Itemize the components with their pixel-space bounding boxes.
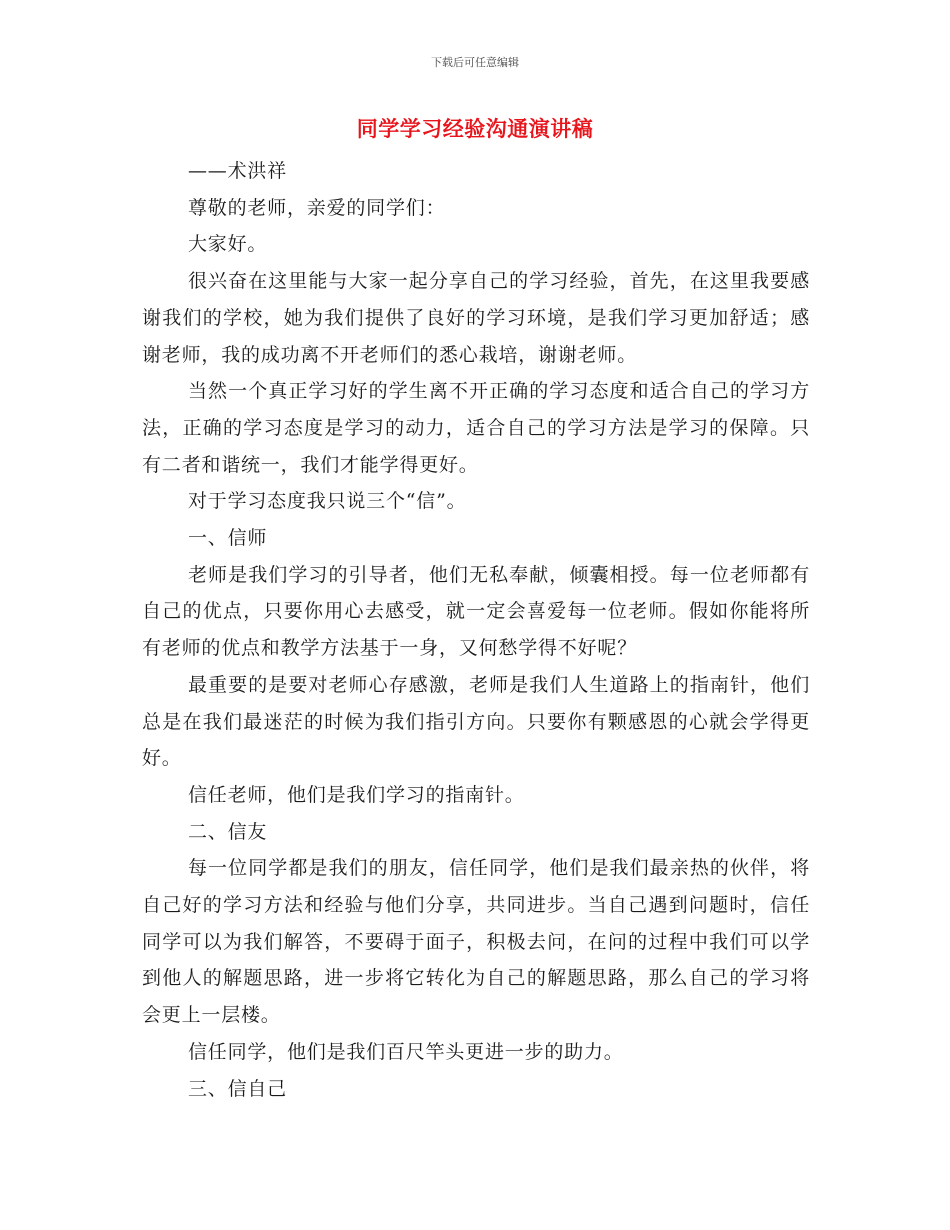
paragraph: 最重要的是要对老师心存感激，老师是我们人生道路上的指南针，他们总是在我们最迷茫的时候为我们指引方向。只要你有颗感恩的心就会学得更好。 (142, 673, 810, 770)
paragraph: 信任老师，他们是我们学习的指南针。 (187, 783, 525, 806)
paragraph: 很兴奋在这里能与大家一起分享自己的学习经验，首先，在这里我要感谢我们的学校，她为我们提供了良好的学习环境，是我们学习更加舒适；感谢老师，我的成功离不开老师们的悉心栽培，谢谢老师。 (142, 270, 810, 366)
section-heading: 一、信师 (187, 527, 268, 550)
section-heading: 二、信友 (187, 820, 268, 843)
greeting: 大家好。 (187, 233, 268, 256)
paragraph: 当然一个真正学习好的学生离不开正确的学习态度和适合自己的学习方法，正确的学习态度是学习的动力，适合自己的学习方法是学习的保障。只有二者和谐统一，我们才能学得更好。 (142, 380, 810, 476)
header-note: 下载后可任意编辑 (431, 56, 519, 69)
salutation: 尊敬的老师，亲爱的同学们： (187, 196, 446, 219)
paragraph: 对于学习态度我只说三个“信”。 (187, 490, 467, 513)
paragraph: 信任同学，他们是我们百尺竿头更进一步的助力。 (187, 1040, 624, 1063)
document-body (142, 153, 810, 1107)
document-title: 同学学习经验沟通演讲稿 (356, 116, 594, 141)
section-heading: 三、信自己 (187, 1077, 287, 1100)
paragraph: 每一位同学都是我们的朋友，信任同学，他们是我们最亲热的伙伴，将自己好的学习方法和经验与他们分享，共同进步。当自己遇到问题时，信任同学可以为我们解答，不要碍于面子，积极去问，在问的过程中我们可以学到他人的解题思路，进一步将它转化为自己的解题思路，那么自己的学习将会更上一层楼。 (142, 857, 810, 1027)
paragraph: 老师是我们学习的引导者，他们无私奉献，倾囊相授。每一位老师都有自己的优点，只要你用心去感受，就一定会喜爱每一位老师。假如你能将所有老师的优点和教学方法基于一身，又何愁学得不好呢？ (142, 563, 810, 660)
author-line: ——术洪祥 (187, 160, 287, 182)
